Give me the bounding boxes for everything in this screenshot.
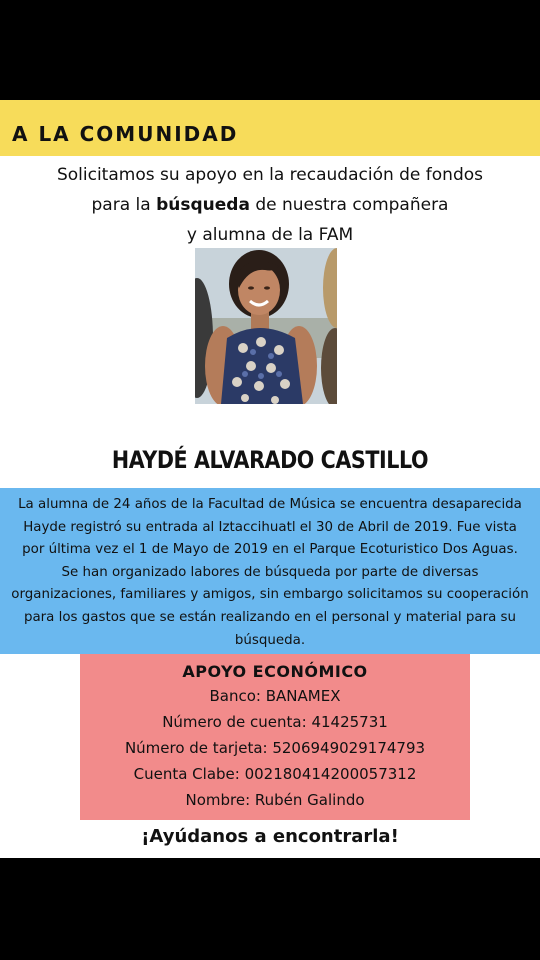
info-line: para los gastos que se están realizando en el personal y material para su [23, 609, 517, 625]
intro-line-3: y alumna de la FAM [186, 225, 354, 245]
donation-title: APOYO ECONÓMICO [182, 662, 368, 681]
intro-line-1: Solicitamos su apoyo en la recaudación de fondos [56, 165, 484, 185]
footer-call-to-action: ¡Ayúdanos a encontrarla! [141, 826, 399, 847]
clabe-number: Cuenta Clabe: 002180414200057312 [133, 765, 417, 783]
header-banner [0, 100, 540, 156]
info-line: por última vez el 1 de Mayo de 2019 en el Parque Ecoturistico Dos Aguas. [22, 542, 518, 558]
card-number: Número de tarjeta: 5206949029174793 [124, 739, 426, 757]
intro-text [0, 160, 540, 250]
account-number: Número de cuenta: 41425731 [162, 713, 388, 731]
info-text [0, 488, 540, 652]
info-line: organizaciones, familiares y amigos, sin embargo solicitamos su cooperación [11, 587, 529, 603]
intro-line-2: para la búsqueda de nuestra compañera [91, 195, 449, 215]
info-box [0, 488, 540, 654]
intro-bold-word: búsqueda [156, 195, 250, 215]
info-line: La alumna de 24 años de la Facultad de Música se encuentra desaparecida [18, 497, 522, 512]
missing-person-name: HAYDÉ ALVARADO CASTILLO [111, 446, 429, 474]
portrait-photo [195, 248, 337, 404]
bank-name: Banco: BANAMEX [209, 687, 341, 705]
banner-title: A LA COMUNIDAD [12, 122, 239, 146]
info-line: búsqueda. [234, 632, 306, 648]
poster [0, 100, 540, 858]
info-line: Se han organizado labores de búsqueda por parte de diversas [61, 564, 479, 580]
info-line: Hayde registró su entrada al Iztaccihuatl el 30 de Abril de 2019. Fue vista [23, 519, 517, 535]
account-holder: Nombre: Rubén Galindo [185, 791, 365, 809]
donation-box [80, 654, 470, 820]
